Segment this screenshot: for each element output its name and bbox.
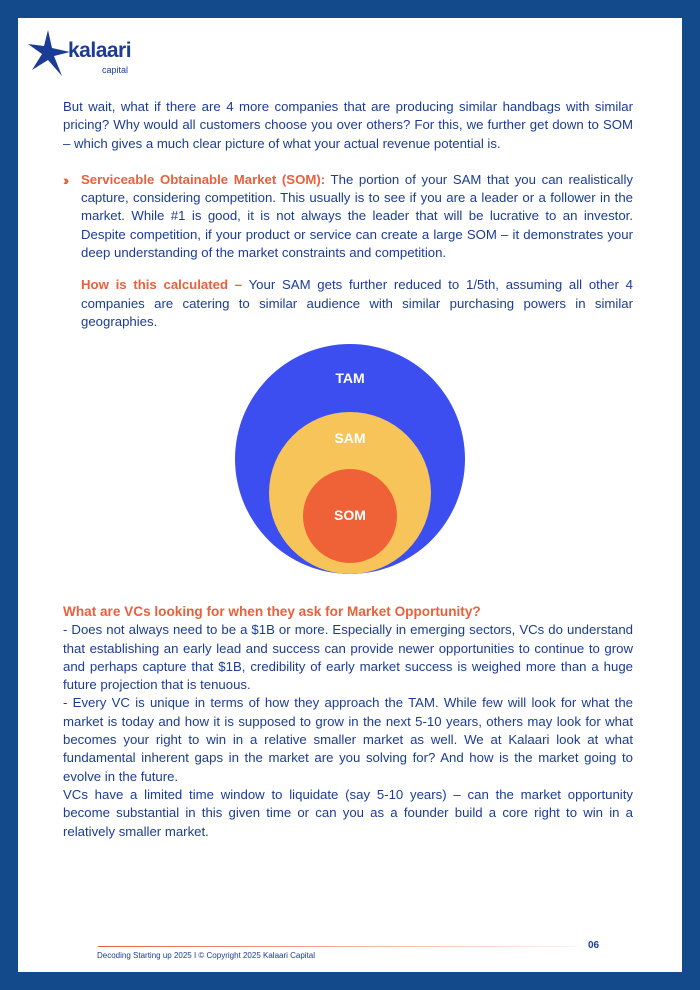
intro-paragraph: But wait, what if there are 4 more companies that are producing similar handbags with similar pricing? Why would all customers choose you over others? For this, we further get down to SOM – which gives a much clear picture of what your actual revenue potential is. <box>63 99 633 151</box>
som-label: SOM <box>334 507 366 524</box>
point-paragraph: - Does not always need to be a $1B or more. Especially in emerging sectors, VCs do understand that establishing an early lead and success can provide newer opportunities to continue to grow and perhaps capture that $1B, credibility of early market success is weighed more than a huge future projection that is tenuous. <box>63 622 633 693</box>
section-heading: What are VCs looking for when they ask for Market Opportunity? <box>63 604 481 620</box>
double-chevron-icon: ›› <box>63 171 67 188</box>
footer-copyright: Decoding Starting up 2025 I © Copyright 2025 Kalaari Capital <box>97 951 316 960</box>
calc-text: Your SAM gets further reduced to 1/5th, assuming all other 4 companies are catering to similar audience with similar purchasing powers in similar geographies. <box>81 277 633 329</box>
logo-sub: capital <box>102 65 129 75</box>
calc-title: How is this calculated – <box>81 277 243 293</box>
calc-block <box>63 276 633 331</box>
star-figure-icon <box>28 26 72 80</box>
page-number: 06 <box>588 940 600 951</box>
market-size-diagram <box>63 339 633 589</box>
content <box>63 98 633 841</box>
kalaari-logo <box>28 26 138 80</box>
tam-label: TAM <box>335 370 365 387</box>
som-title: Serviceable Obtainable Market (SOM): <box>81 171 326 187</box>
calc-paragraph <box>81 276 633 331</box>
som-text: The portion of your SAM that you can realistically capture, considering competition. This usually is to see if you are a leader or a follower in the market. While #1 is good, it is not always the leader that will be lucrative to an investor. Despite competition, if your product or service can create a large SOM – it demonstrates your deep understanding of the market constraints and competition. <box>81 171 633 261</box>
sam-label: SAM <box>334 430 366 447</box>
point-paragraph: - Every VC is unique in terms of how they approach the TAM. While few will look for what the market is today and how it is supposed to grow in the next 5-10 years, others may look for what becomes your right to win in a relative smaller market as well. We at Kalaari look at what fundamental inherent gaps in the market are you solving for? And how is the market going to evolve in the future. <box>63 695 633 784</box>
som-paragraph <box>81 171 633 262</box>
logo-name: kalaari <box>68 39 132 62</box>
som-bullet <box>63 171 633 262</box>
footer-divider <box>98 946 578 947</box>
point-paragraph: VCs have a limited time window to liquidate (say 5-10 years) – can the market opportunity become substantial in this given time or can you as a founder build a core right to win in a relatively smaller market. <box>63 786 633 839</box>
page <box>18 18 682 972</box>
